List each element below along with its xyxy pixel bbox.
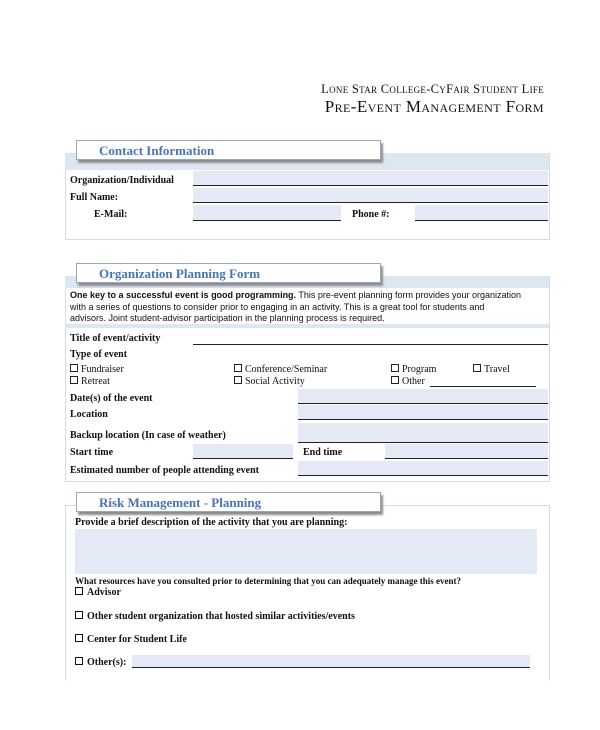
attendance-underline <box>298 475 548 476</box>
retreat-label: Retreat <box>81 376 110 387</box>
title-underline[interactable] <box>193 344 548 345</box>
description-prompt: Provide a brief description of the activity that you are planning: <box>75 517 348 528</box>
college-name: Lone Star College-CyFair Student Life <box>321 82 544 96</box>
resources-prompt: What resources have you consulted prior to determining that you can adequately manage this event? <box>75 576 461 586</box>
location-label: Location <box>70 409 108 420</box>
organization-underline <box>193 185 548 186</box>
dates-field[interactable] <box>298 389 548 403</box>
start-time-label: Start time <box>70 447 114 458</box>
organization-label: Organization/Individual <box>70 175 174 186</box>
location-field[interactable] <box>298 405 548 419</box>
checkbox-icon <box>234 376 242 384</box>
resource-advisor[interactable] <box>75 587 121 598</box>
risk-section-title: Risk Management - Planning <box>76 492 381 512</box>
full-name-label: Full Name: <box>70 192 119 203</box>
resource-others[interactable] <box>75 657 126 668</box>
email-underline <box>193 220 341 221</box>
option-conference[interactable] <box>234 364 327 375</box>
others-underline <box>132 667 530 668</box>
form-title: Pre-Event Management Form <box>324 97 544 116</box>
other-label: Other <box>402 376 425 387</box>
dates-label: Date(s) of the event <box>70 393 153 404</box>
phone-label: Phone #: <box>352 209 390 220</box>
end-time-underline <box>385 458 548 459</box>
others-field[interactable] <box>132 655 530 667</box>
end-time-field[interactable] <box>385 444 548 458</box>
others-label: Other(s): <box>87 657 127 668</box>
organization-field[interactable] <box>193 171 548 186</box>
contact-section-title: Contact Information <box>76 140 381 160</box>
start-time-underline <box>193 458 293 459</box>
option-other[interactable] <box>391 376 425 387</box>
checkbox-icon <box>75 611 83 619</box>
option-retreat[interactable] <box>70 376 110 387</box>
email-label: E-Mail: <box>94 209 128 220</box>
conference-label: Conference/Seminar <box>245 364 328 375</box>
checkbox-icon <box>234 364 242 372</box>
planning-intro-bold: One key to a successful event is good programming. <box>70 290 297 300</box>
attendance-label: Estimated number of people attending event <box>70 465 259 476</box>
checkbox-icon <box>75 657 83 665</box>
planning-intro-line-2: with a series of questions to consider prior to engaging in an activity. This is a great tool for students and <box>70 302 485 312</box>
checkbox-icon <box>391 376 399 384</box>
fundraiser-label: Fundraiser <box>81 364 124 375</box>
checkbox-icon <box>473 364 481 372</box>
backup-location-underline <box>298 442 548 443</box>
location-underline <box>298 419 548 420</box>
planning-section-title: Organization Planning Form <box>76 263 381 283</box>
title-label: Title of event/activity <box>70 333 161 344</box>
phone-field[interactable] <box>415 205 548 220</box>
option-travel[interactable] <box>473 364 510 375</box>
full-name-underline <box>193 202 548 203</box>
option-fundraiser[interactable] <box>70 364 124 375</box>
planning-intro-line-3: advisors. Joint student-advisor participation in the planning process is required. <box>70 313 385 323</box>
backup-location-label: Backup location (In case of weather) <box>70 430 226 441</box>
end-time-label: End time <box>303 447 343 458</box>
other-org-label: Other student organization that hosted similar activities/events <box>87 611 355 622</box>
center-label: Center for Student Life <box>87 634 187 645</box>
other-type-underline[interactable] <box>430 386 536 387</box>
checkbox-icon <box>75 587 83 595</box>
type-label: Type of event <box>70 349 128 360</box>
dates-underline <box>298 403 548 404</box>
description-textarea[interactable] <box>75 529 537 574</box>
planning-band-bottom <box>65 324 549 328</box>
attendance-field[interactable] <box>298 461 548 475</box>
planning-intro-line-1 <box>70 290 521 300</box>
advisor-label: Advisor <box>87 587 121 598</box>
backup-location-field[interactable] <box>298 423 548 442</box>
checkbox-icon <box>75 634 83 642</box>
option-program[interactable] <box>391 364 436 375</box>
email-field[interactable] <box>193 205 341 220</box>
phone-underline <box>415 220 548 221</box>
checkbox-icon <box>391 364 399 372</box>
start-time-field[interactable] <box>193 444 293 458</box>
travel-label: Travel <box>484 364 510 375</box>
checkbox-icon <box>70 364 78 372</box>
resource-center[interactable] <box>75 634 187 645</box>
resource-other-org[interactable] <box>75 611 355 622</box>
full-name-field[interactable] <box>193 188 548 202</box>
program-label: Program <box>402 364 437 375</box>
planning-intro-rest: This pre-event planning form provides your organization <box>296 290 522 300</box>
checkbox-icon <box>70 376 78 384</box>
option-social[interactable] <box>234 376 305 387</box>
social-label: Social Activity <box>245 376 305 387</box>
